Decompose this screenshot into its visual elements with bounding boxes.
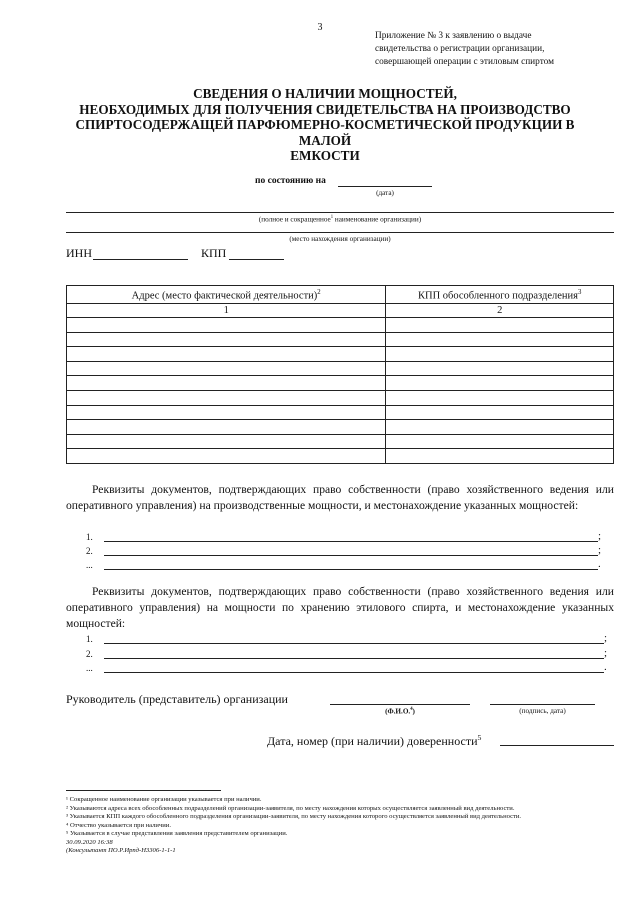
date-caption: (дата)	[376, 189, 394, 197]
kpp-field[interactable]	[229, 259, 284, 260]
address-cell[interactable]	[67, 318, 386, 333]
address-cell[interactable]	[67, 347, 386, 362]
kpp-cell[interactable]	[386, 376, 614, 391]
section1-item-2-label: 2.	[86, 546, 93, 556]
section1-item-2-end: ;	[598, 544, 602, 556]
address-cell[interactable]	[67, 332, 386, 347]
table-row	[67, 405, 614, 420]
section2-item-3-label: ...	[86, 663, 93, 673]
kpp-cell[interactable]	[386, 420, 614, 435]
proxy-label: Дата, номер (при наличии) доверенности$^5$	[267, 733, 482, 748]
stamp-date: 30.09.2020 16:38	[66, 838, 113, 846]
section1-item-3-field[interactable]	[104, 569, 598, 570]
kpp-cell[interactable]	[386, 318, 614, 333]
signature-field[interactable]	[490, 704, 595, 705]
inn-field[interactable]	[93, 259, 188, 260]
appendix-line-1: Приложение № 3 к заявлению о выдаче	[375, 31, 532, 41]
section1-item-1-label: 1.	[86, 532, 93, 542]
kpp-cell[interactable]	[386, 391, 614, 406]
table-row	[67, 347, 614, 362]
table-row	[67, 420, 614, 435]
footnote-5: ⁵ Указывается в случае представления заявления представителем организации.	[66, 830, 288, 837]
proxy-field[interactable]	[500, 745, 614, 746]
kpp-label: КПП	[201, 246, 227, 260]
kpp-cell[interactable]	[386, 449, 614, 464]
section1-item-1-field[interactable]	[104, 541, 598, 542]
section2-item-2-end: ;	[604, 647, 608, 659]
address-cell[interactable]	[67, 420, 386, 435]
section2-item-1-field[interactable]	[104, 643, 604, 644]
table-row	[67, 391, 614, 406]
col2-header: КПП обособленного подразделения$^3$	[386, 286, 614, 304]
table-row	[67, 434, 614, 449]
fio-caption: (Ф.И.О.$^4$)	[385, 707, 415, 716]
section2-item-1-label: 1.	[86, 634, 93, 644]
address-cell[interactable]	[67, 361, 386, 376]
fio-field[interactable]	[330, 704, 470, 705]
page-number: 3	[317, 22, 323, 33]
org-name-field[interactable]	[66, 212, 614, 213]
section1-text: Реквизиты документов, подтверждающих право собственности (право хозяйственного ведения или оперативного управления) на производственные мощности, и местонахождение указанных мощностей:	[66, 483, 614, 512]
section1-item-1-end: ;	[598, 530, 602, 542]
col2-number: 2	[386, 303, 614, 318]
table-row	[67, 361, 614, 376]
signature-caption: (подпись, дата)	[519, 707, 566, 715]
kpp-cell[interactable]	[386, 361, 614, 376]
footnote-divider	[66, 790, 221, 791]
title-line-3: СПИРТОСОДЕРЖАЩЕЙ ПАРФЮМЕРНО-КОСМЕТИЧЕСКОЙ ПРОДУКЦИИ В МАЛОЙ	[75, 117, 575, 148]
appendix-line-2: свидетельства о регистрации организации,	[375, 44, 545, 54]
head-label: Руководитель (представитель) организации	[66, 692, 288, 706]
col1-number: 1	[67, 303, 386, 318]
table-row	[67, 376, 614, 391]
date-field[interactable]	[338, 186, 432, 187]
org-name-caption: (полное и сокращенное$^1$ наименование организации)	[258, 215, 422, 224]
footnotes	[66, 796, 626, 856]
address-cell[interactable]	[67, 449, 386, 464]
as-of-label: по состоянию на	[255, 176, 326, 186]
section2-item-2-label: 2.	[86, 649, 93, 659]
section1-item-3-label: ...	[86, 560, 93, 570]
address-cell[interactable]	[67, 376, 386, 391]
table-body	[67, 318, 614, 464]
address-cell[interactable]	[67, 434, 386, 449]
org-location-caption: (место нахождения организации)	[289, 235, 391, 243]
footnote-2: ² Указываются адреса всех обособленных подразделений организации-заявителя, по месту нахождения которых осуществляется заявленный вид деятельности.	[66, 804, 515, 812]
section2-item-1-end: ;	[604, 632, 608, 644]
kpp-cell[interactable]	[386, 405, 614, 420]
kpp-cell[interactable]	[386, 347, 614, 362]
appendix-note	[375, 30, 625, 69]
kpp-cell[interactable]	[386, 332, 614, 347]
section2-item-3-end: .	[604, 661, 607, 673]
inn-label: ИНН	[66, 246, 92, 260]
title-line-1: СВЕДЕНИЯ О НАЛИЧИИ МОЩНОСТЕЙ,	[193, 86, 457, 101]
section1-item-3-end: .	[598, 558, 601, 570]
table-row	[67, 332, 614, 347]
section1-item-2-field[interactable]	[104, 555, 598, 556]
title-line-2: НЕОБХОДИМЫХ ДЛЯ ПОЛУЧЕНИЯ СВИДЕТЕЛЬСТВА НА ПРОИЗВОДСТВО	[79, 101, 571, 117]
address-cell[interactable]	[67, 405, 386, 420]
subdivisions-table	[66, 285, 614, 464]
org-location-field[interactable]	[66, 232, 614, 233]
document-title	[60, 86, 590, 164]
title-line-4: ЕМКОСТИ	[290, 148, 360, 163]
table-row	[67, 449, 614, 464]
section2-item-2-field[interactable]	[104, 658, 604, 659]
appendix-line-3: совершающей операции с этиловым спиртом	[375, 57, 554, 67]
kpp-cell[interactable]	[386, 434, 614, 449]
footnote-4: ⁴ Отчество указывается при наличии.	[66, 821, 171, 829]
col1-header: Адрес (место фактической деятельности)$^2$	[67, 286, 386, 304]
address-cell[interactable]	[67, 391, 386, 406]
footnote-1: ¹ Сокращенное наименование организации указывается при наличии.	[66, 796, 262, 803]
section2-item-3-field[interactable]	[104, 672, 604, 673]
table-row	[67, 318, 614, 333]
stamp-ref: (Консультант ПО.Р.Ирпд-Н3306-1-1-1	[66, 847, 176, 854]
section2-text: Реквизиты документов, подтверждающих право собственности (право хозяйственного ведения или оперативного управления) на мощности по хранению этилового спирта, и местонахождение указанных мощностей:	[66, 585, 614, 630]
footnote-3: ³ Указывается КПП каждого обособленного подразделения организации-заявителя, по месту нахождения которого осуществляется заявленный вид деятельности.	[66, 813, 522, 820]
